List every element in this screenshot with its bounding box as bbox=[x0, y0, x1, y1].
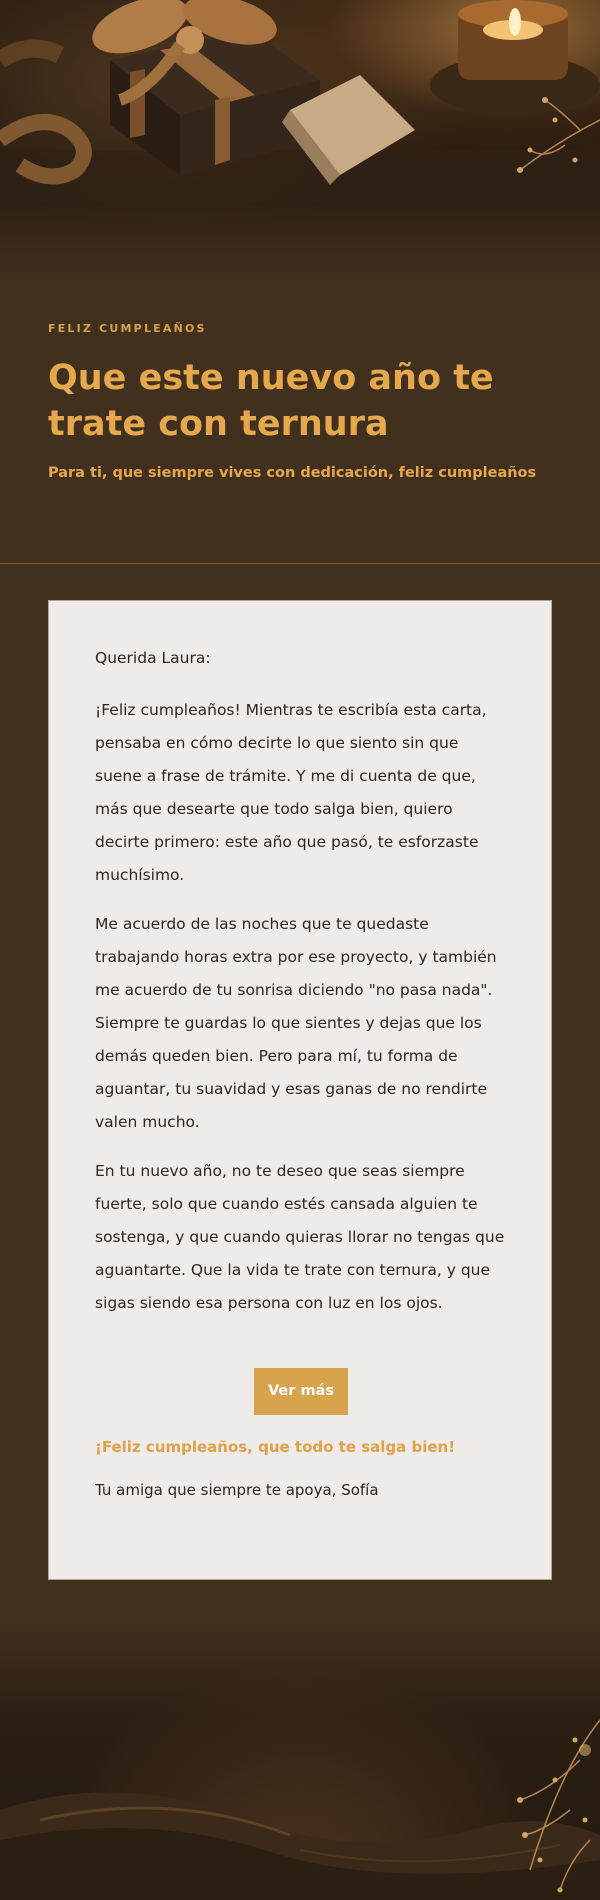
candle-icon bbox=[430, 0, 600, 115]
letter-body bbox=[95, 646, 507, 1499]
letter-paragraph: En tu nuevo año, no te deseo que seas siempre fuerte, solo que cuando estés cansada alguien te sostenga, y que cuando quieras llorar no tengas que aguantarte. Que la vida te trate con ternura, y que sigas siendo esa persona con luz en los ojos. bbox=[95, 1162, 505, 1312]
see-more-button[interactable]: Ver más bbox=[254, 1368, 348, 1415]
footer-illustration bbox=[0, 1620, 600, 1900]
button-row bbox=[95, 1368, 507, 1416]
gift-box-icon bbox=[85, 0, 320, 175]
letter-greeting: Querida Laura: bbox=[95, 649, 211, 667]
page-subtitle: Para ti, que siempre vives con dedicación, feliz cumpleaños bbox=[48, 465, 537, 481]
letter-signature: Tu amiga que siempre te apoya, Sofía bbox=[95, 1481, 379, 1499]
hero-fade bbox=[0, 205, 600, 285]
footer-image bbox=[0, 1620, 600, 1900]
letter-card bbox=[48, 600, 552, 1580]
closing-wish: ¡Feliz cumpleaños, que todo te salga bien! bbox=[95, 1438, 456, 1456]
section-divider bbox=[0, 563, 600, 564]
hero-image bbox=[0, 0, 600, 285]
letter-paragraph: ¡Feliz cumpleaños! Mientras te escribía esta carta, pensaba en cómo decirte lo que siento sin que suene a frase de trámite. Y me di cuenta de que, más que desearte que todo salga bien, quiero decirte primero: este año que pasó, te esforzaste muchísimo. bbox=[95, 701, 487, 884]
letter-paragraph: Me acuerdo de las noches que te quedaste trabajando horas extra por ese proyecto, y también me acuerdo de tu sonrisa diciendo "no pasa nada". Siempre te guardas lo que sientes y dejas que los demás queden bien. Pero para mí, tu forma de aguantar, tu suavidad y esas ganas de no rendirte valen mucho. bbox=[95, 915, 497, 1131]
eyebrow-label: FELIZ CUMPLEAÑOS bbox=[48, 322, 207, 335]
page-title: Que este nuevo año te trate con ternura bbox=[48, 358, 494, 444]
